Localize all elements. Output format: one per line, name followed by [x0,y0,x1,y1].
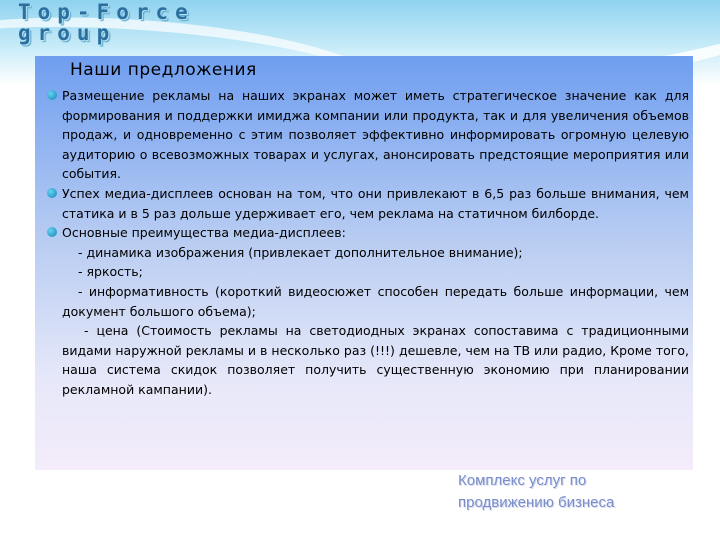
bullet-item [44,86,689,184]
sub-item: - динамика изображения (привлекает дополнительное внимание); [78,244,523,260]
footer-caption [458,470,698,514]
bullet-item [44,184,689,223]
sub-item: - яркость; [78,264,143,280]
logo-line-2: group [18,21,117,45]
sub-item: - цена (Стоимость рекламы на светодиодных экранах сопоставима с традиционными видами наружной рекламы и в несколько раз (!!!) дешевле, чем на ТВ или радио, Кроме того, наша система скидок позволяет получить существенную экономию при планировании рекламной кампании). [62,323,689,397]
footer-line-2: продвижению бизнеса [458,494,615,511]
bullet-item [44,223,689,243]
bullet-icon [47,90,57,100]
company-logo [18,2,228,52]
offer-text [44,86,689,400]
bullet-text: Размещение рекламы на наших экранах может иметь стратегическое значение как для формирования и поддержки имиджа компании или продукта, так и для увеличения объемов продаж, и одновременно с этим позволяет эффективно информировать огромную целевую аудиторию о всевозможных товарах и услугах, анонсировать предстоящие мероприятия или события. [62,88,689,182]
logo-line-1: Top-Force [18,0,195,24]
footer-line-1: Комплекс услуг по [458,472,587,489]
slide-title: Наши предложения [70,60,257,80]
sub-item: - информативность (короткий видеосюжет способен передать больше информации, чем документ большого объема); [62,283,689,319]
bullet-icon [47,188,57,198]
bullet-text: Успех медиа-дисплеев основан на том, что они привлекают в 6,5 раз больше внимания, чем статика и в 5 раз дольше удерживает его, чем реклама на статичном билборде. [62,185,689,221]
bullet-text: Основные преимущества медиа-дисплеев: [62,225,346,241]
bullet-icon [47,227,57,237]
